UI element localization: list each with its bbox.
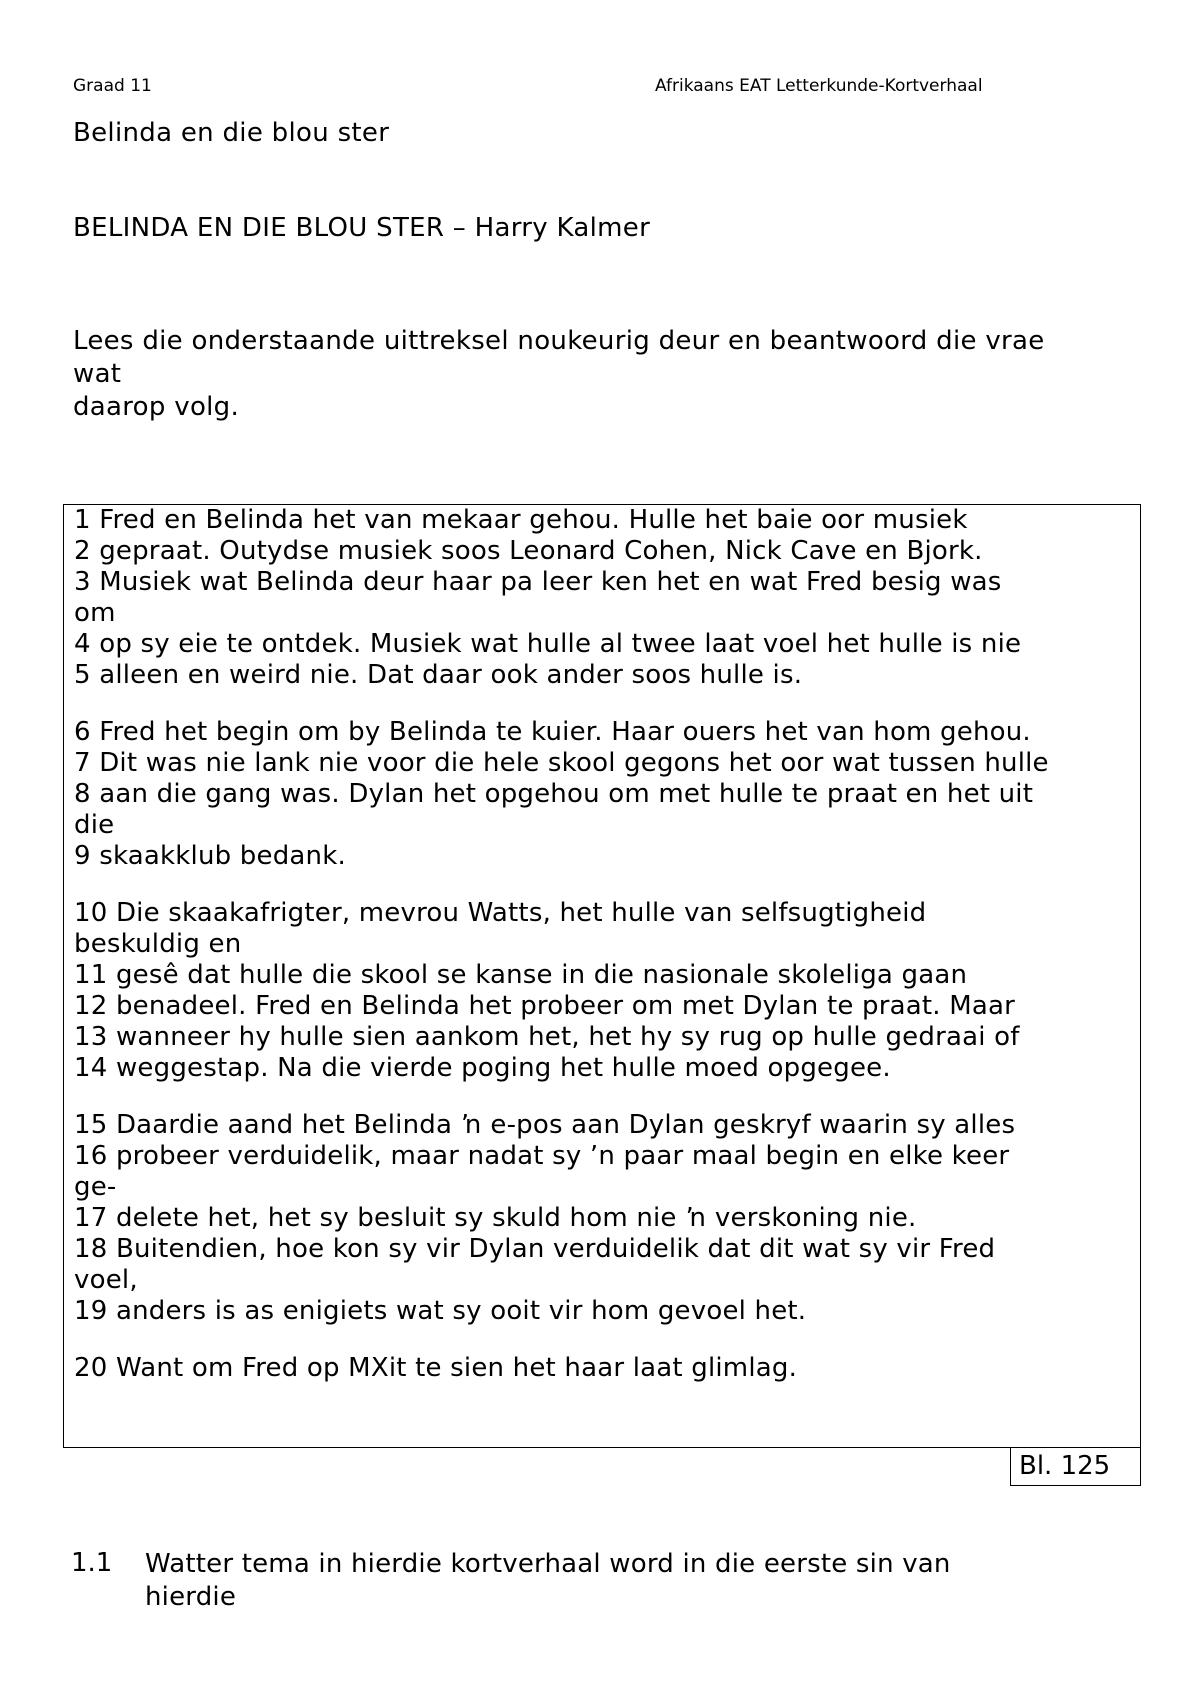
excerpt-line: 12 benadeel. Fred en Belinda het probeer om met Dylan te praat. Maar <box>74 991 1015 1021</box>
excerpt-line: 1 Fred en Belinda het van mekaar gehou. Hulle het baie oor musiek <box>74 505 968 535</box>
excerpt-line: om <box>74 598 116 628</box>
header-subject: Afrikaans EAT Letterkunde-Kortverhaal <box>655 76 983 96</box>
excerpt-line: 8 aan die gang was. Dylan het opgehou om met hulle te praat en het uit <box>74 779 1034 809</box>
excerpt-line: 6 Fred het begin om by Belinda te kuier. Haar ouers het van hom gehou. <box>74 717 1031 747</box>
excerpt-line: 17 delete het, het sy besluit sy skuld hom nie ŉ verskoning nie. <box>74 1203 917 1233</box>
excerpt-line: 20 Want om Fred op MXit te sien het haar laat glimlag. <box>74 1353 798 1383</box>
excerpt-line: die <box>74 810 115 840</box>
excerpt-line: 4 op sy eie te ontdek. Musiek wat hulle al twee laat voel het hulle is nie <box>74 629 1022 659</box>
excerpt-line: 2 gepraat. Outydse musiek soos Leonard Cohen, Nick Cave en Bjork. <box>74 536 983 566</box>
header-grade: Graad 11 <box>73 76 152 96</box>
excerpt-line: 10 Die skaakafrigter, mevrou Watts, het hulle van selfsugtigheid <box>74 898 927 928</box>
excerpt-line: 18 Buitendien, hoe kon sy vir Dylan verduidelik dat dit wat sy vir Fred <box>74 1234 996 1264</box>
page-reference: Bl. 125 <box>1010 1447 1141 1486</box>
question-line: Watter tema in hierdie kortverhaal word in die eerste sin van <box>145 1549 951 1579</box>
excerpt-line: 13 wanneer hy hulle sien aankom het, het hy sy rug op hulle gedraai of <box>74 1022 1020 1052</box>
instruction-line: wat <box>73 359 122 389</box>
excerpt-line: ge- <box>74 1172 117 1202</box>
excerpt-line: 9 skaakklub bedank. <box>74 841 346 871</box>
excerpt-box <box>63 504 1141 1448</box>
excerpt-line: 16 probeer verduidelik, maar nadat sy ’n paar maal begin en elke keer <box>74 1141 1010 1171</box>
instruction-line: Lees die onderstaande uittreksel noukeurig deur en beantwoord die vrae <box>73 326 1045 356</box>
excerpt-line: 7 Dit was nie lank nie voor die hele skool gegons het oor wat tussen hulle <box>74 748 1049 778</box>
story-heading: BELINDA EN DIE BLOU STER – Harry Kalmer <box>73 213 651 243</box>
question-text <box>145 1548 951 1614</box>
instruction-line: daarop volg. <box>73 392 240 422</box>
excerpt-line: 14 weggestap. Na die vierde poging het hulle moed opgegee. <box>74 1053 891 1083</box>
question-number: 1.1 <box>71 1548 113 1578</box>
question-line: hierdie <box>145 1582 237 1612</box>
excerpt-line: 11 gesê dat hulle die skool se kanse in die nasionale skoleliga gaan <box>74 960 968 990</box>
excerpt-line: 5 alleen en weird nie. Dat daar ook ander soos hulle is. <box>74 660 803 690</box>
instruction-paragraph <box>73 325 1153 424</box>
document-title: Belinda en die blou ster <box>73 118 390 148</box>
excerpt-line: 3 Musiek wat Belinda deur haar pa leer ken het en wat Fred besig was <box>74 567 1002 597</box>
excerpt-line: 19 anders is as enigiets wat sy ooit vir hom gevoel het. <box>74 1296 807 1326</box>
excerpt-line: 15 Daardie aand het Belinda ŉ e-pos aan Dylan geskryf waarin sy alles <box>74 1110 1016 1140</box>
excerpt-line: voel, <box>74 1265 138 1295</box>
excerpt-line: beskuldig en <box>74 929 242 959</box>
